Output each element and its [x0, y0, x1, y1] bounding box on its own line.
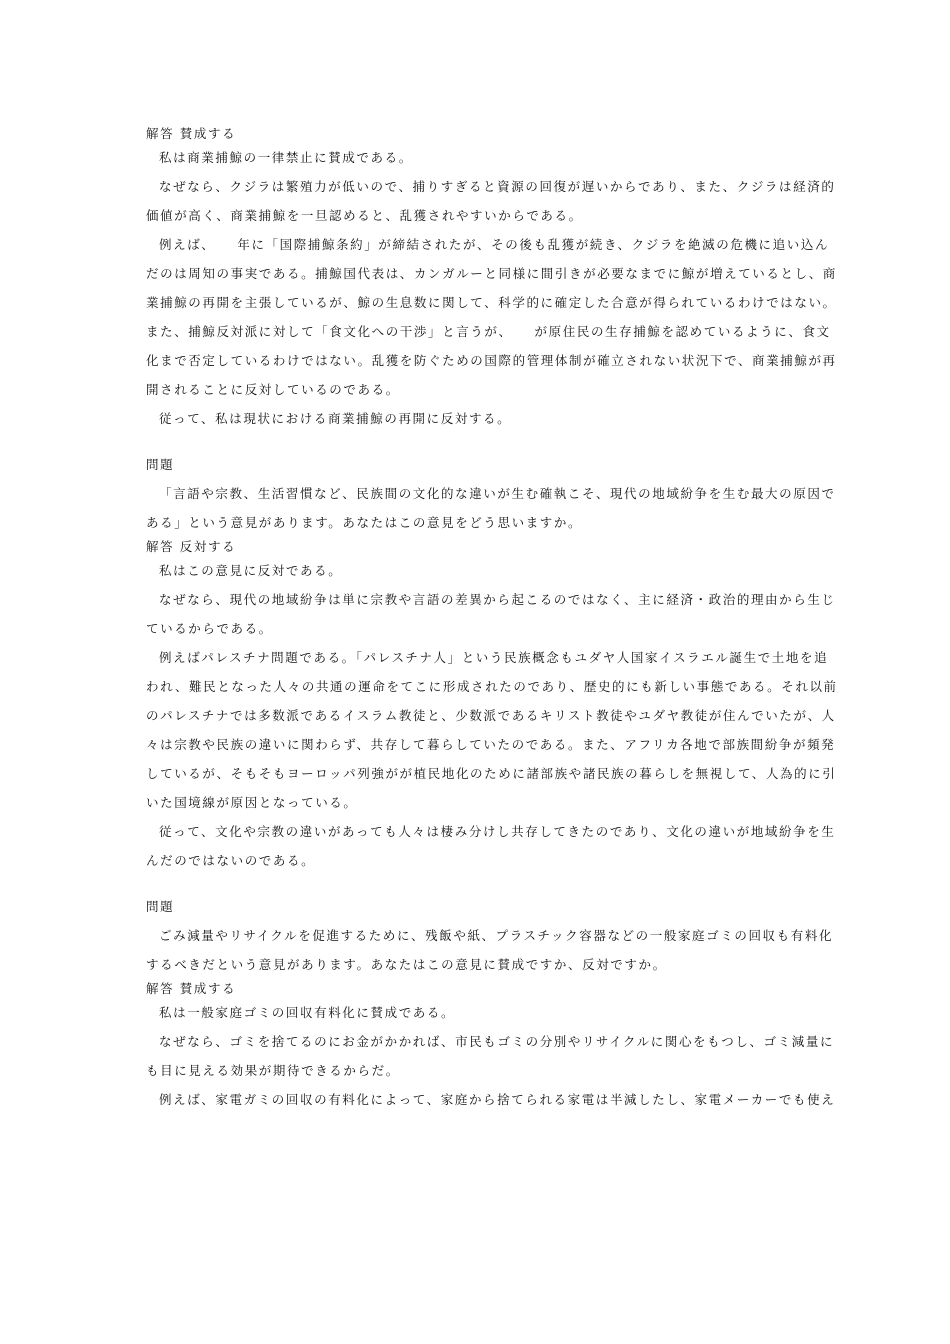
answer-heading: 解答 賛成する [146, 126, 237, 141]
paragraph-line: 化まで否定しているわけではない。乱獲を防ぐための国際的管理体制が確立されない状況下で、商業捕鯨が再 [146, 353, 837, 368]
paragraph-line: 私はこの意見に反対である。 [159, 563, 343, 578]
paragraph-line: だのは周知の事実である。捕鯨国代表は、カンガルーと同様に間引きが必要なまでに鯨が増えているとし、商 [146, 266, 837, 281]
paragraph-line: 業捕鯨の再開を主張しているが、鯨の生息数に関して、科学的に確定した合意が得られているわけではない。 [146, 295, 837, 310]
paragraph-line: いた国境線が原因となっている。 [146, 795, 358, 810]
paragraph-line: 従って、私は現状における商業捕鯨の再開に反対する。 [159, 411, 512, 426]
question-heading: 問題 [146, 457, 175, 472]
paragraph-line: なぜなら、現代の地域紛争は単に宗教や言語の差異から起こるのではなく、主に経済・政治的理由から生じ [159, 592, 836, 607]
question-line: するべきだという意見があります。あなたはこの意見に賛成ですか、反対ですか。 [146, 957, 667, 972]
paragraph-line: も目に見える効果が期待できるからだ。 [146, 1063, 400, 1078]
answer-heading: 解答 反対する [146, 539, 237, 554]
paragraph-line: 開されることに反対しているのである。 [146, 382, 400, 397]
document-body [146, 126, 838, 1108]
paragraph-line: 例えばパレスチナ問題である。「パレスチナ人」という民族概念もユダヤ人国家イスラエル誕生で土地を追 [159, 650, 829, 665]
paragraph-line: しているが、そもそもヨーロッパ列強がが植民地化のために諸部族や諸民族の暮らしを無視して、人為的に引 [146, 766, 837, 781]
paragraph-line: また、捕鯨反対派に対して「食文化への干渉」と言うが、 が原住民の生存捕鯨を認めているように、食文 [146, 324, 831, 339]
paragraph-line: ているからである。 [146, 621, 273, 636]
paragraph-line: 例えば、家電ガミの回収の有料化によって、家庭から捨てられる家電は半減したし、家電メーカーでも使え [159, 1092, 836, 1107]
question-line: ごみ減量やリサイクルを促進するために、残飯や紙、プラスチック容器などの一般家庭ゴミの回収も有料化 [159, 928, 834, 943]
paragraph-line: なぜなら、ゴミを捨てるのにお金がかかれば、市民もゴミの分別やリサイクルに関心をもつし、ゴミ減量に [159, 1034, 835, 1049]
paragraph-line: 私は一般家庭ゴミの回収有料化に賛成である。 [159, 1005, 456, 1020]
paragraph-line: 私は商業捕鯨の一律禁止に賛成である。 [159, 150, 413, 165]
paragraph-line: 々は宗教や民族の違いに関わらず、共存して暮らしていたのである。また、アフリカ各地で部族間紛争が頻発 [146, 737, 836, 752]
paragraph-line: なぜなら、クジラは繁殖力が低いので、捕りすぎると資源の回復が遅いからであり、また、クジラは経済的 [159, 179, 836, 194]
question-line: 「言語や宗教、生活習慣など、民族間の文化的な違いが生む確執こそ、現代の地域紛争を生む最大の原因で [159, 486, 836, 501]
paragraph-line: 従って、文化や宗教の違いがあっても人々は棲み分けし共存してきたのであり、文化の違いが地域紛争を生 [159, 824, 836, 839]
paragraph-line: 例えば、 年に「国際捕鯨条約」が締結されたが、その後も乱獲が続き、クジラを絶滅の危機に追い込ん [159, 237, 830, 252]
question-line: ある」という意見があります。あなたはこの意見をどう思いますか。 [146, 515, 583, 530]
paragraph-line: のパレスチナでは多数派であるイスラム教徒と、少数派であるキリスト教徒やユダヤ教徒が住んでいたが、人 [146, 708, 836, 723]
question-heading: 問題 [146, 899, 175, 914]
paragraph-line: 価値が高く、商業捕鯨を一旦認めると、乱獲されやすいからである。 [146, 208, 583, 223]
answer-heading: 解答 賛成する [146, 981, 237, 996]
paragraph-line: われ、難民となった人々の共通の運命をてこに形成されたのであり、歴史的にも新しい事態である。それ以前 [146, 679, 838, 694]
paragraph-line: んだのではないのである。 [146, 853, 316, 868]
